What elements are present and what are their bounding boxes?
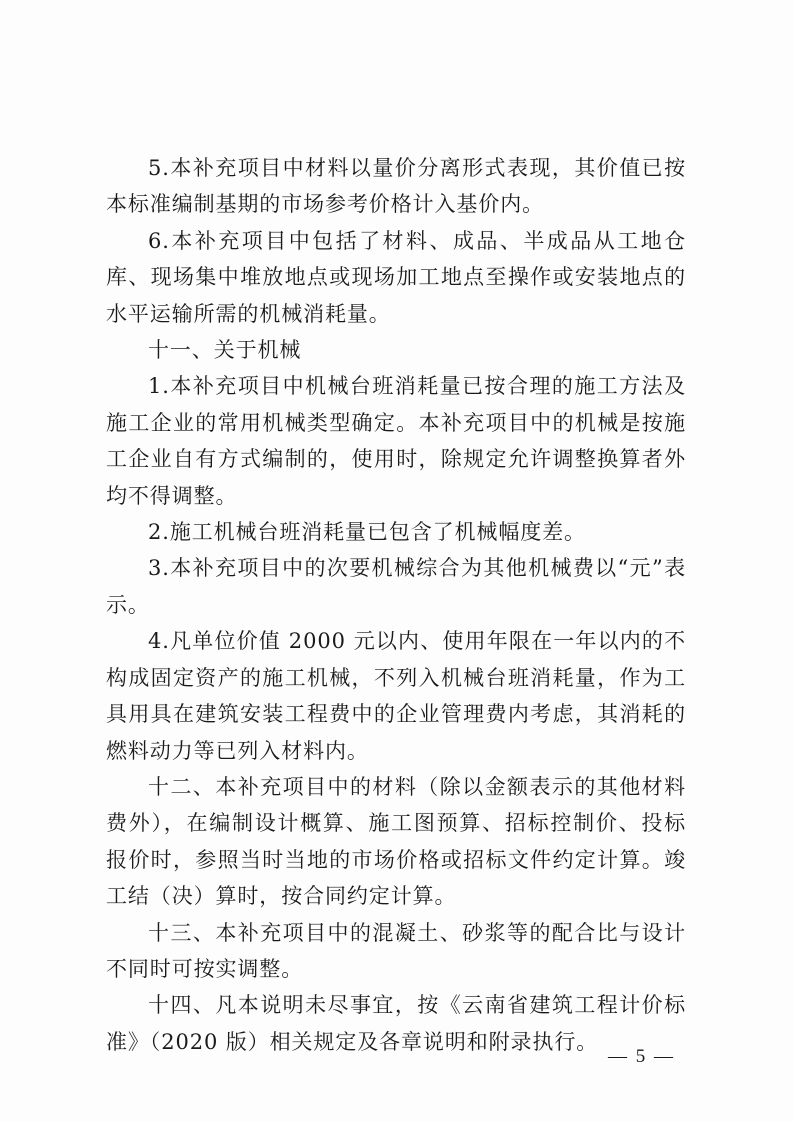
- page-body: [106, 150, 686, 1060]
- page-number: — 5 —: [608, 1046, 675, 1067]
- paragraph-item-6: 6.本补充项目中包括了材料、成品、半成品从工地仓库、现场集中堆放地点或现场加工地点至操作或安装地点的水平运输所需的机械消耗量。: [106, 228, 686, 326]
- section-thirteen-mix-ratio: 十三、本补充项目中的混凝土、砂浆等的配合比与设计不同时可按实调整。: [106, 920, 686, 981]
- section-fourteen-other: 十四、凡本说明未尽事宜，按《云南省建筑工程计价标准》（2020 版）相关规定及各章说明和附录执行。: [106, 993, 686, 1054]
- paragraph-machinery-4: 4.凡单位价值 2000 元以内、使用年限在一年以内的不构成固定资产的施工机械，不列入机械台班消耗量，作为工具用具在建筑安装工程费中的企业管理费内考虑，其消耗的燃料动力等已列入材料内。: [106, 629, 686, 763]
- section-twelve-materials: 十二、本补充项目中的材料（除以金额表示的其他材料费外），在编制设计概算、施工图预算、招标控制价、投标报价时，参照当时当地的市场价格或招标文件约定计算。竣工结（决）算时，按合同约定计算。: [106, 774, 686, 909]
- paragraph-machinery-2: 2.施工机械台班消耗量已包含了机械幅度差。: [148, 520, 586, 545]
- paragraph-machinery-1: 1.本补充项目中机械台班消耗量已按合理的施工方法及施工企业的常用机械类型确定。本补充项目中的机械是按施工企业自有方式编制的，使用时，除规定允许调整换算者外均不得调整。: [106, 374, 686, 508]
- paragraph-machinery-3: 3.本补充项目中的次要机械综合为其他机械费以“元”表示。: [106, 556, 686, 617]
- section-heading-machinery: 十一、关于机械: [148, 338, 302, 363]
- paragraph-item-5: 5.本补充项目中材料以量价分离形式表现，其价值已按本标准编制基期的市场参考价格计入基价内。: [106, 156, 686, 217]
